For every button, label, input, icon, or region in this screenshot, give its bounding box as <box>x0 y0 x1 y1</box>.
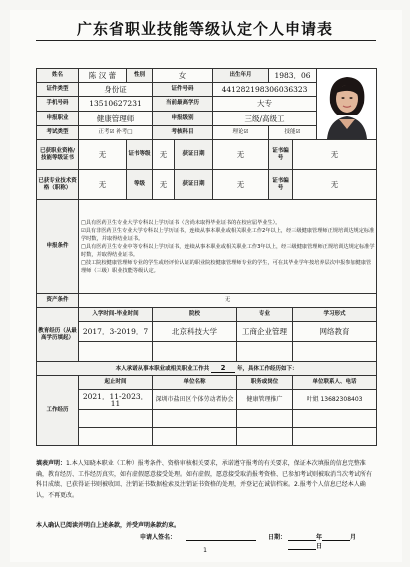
level-label: 申报级别 <box>153 111 213 125</box>
work-employer: 深圳市盐田区个体劳动者协会 <box>153 390 237 410</box>
title-date-label: 获证日期 <box>175 170 213 200</box>
sign-date-label: 日期： <box>268 534 287 541</box>
id-type-value: 身份证 <box>79 83 153 97</box>
work-blank-cell <box>293 410 377 428</box>
title-number-value: 无 <box>293 170 377 200</box>
declaration-text: 1.本人知晓本职业（工种）报考条件、资格审核相关要求，承诺遵守报考的有关要求，保证本次填报的信息完整准确，教育经历、工作经历真实，如有虚假愿意接受处理。如有虚假，愿意接受取消报考资格、已参加考试则被取消当次考试所有科目成绩、已获得证书则被收回、注销证书数据检索及注销证书资格的处理，并登记在诚信档案。2.报考个人信息已经本人确认，不再更改。 <box>36 460 373 499</box>
birth-label: 出生年月 <box>213 69 269 83</box>
work-header-contact: 单位联系人、电话 <box>293 376 377 390</box>
form-title: 广东省职业技能等级认定个人申请表 <box>76 20 333 38</box>
conditions-label: 申报条件 <box>37 200 79 294</box>
edu-header-form: 学习形式 <box>293 308 377 322</box>
title-cert-label: 已获专业技术资格（职称） <box>37 170 79 200</box>
work-years-prefix: 本人承诺从事本职业或相关职业工作共 <box>115 365 210 372</box>
id-type-label: 证件类型 <box>37 83 79 97</box>
signature-label: 申请人签名： <box>140 534 177 541</box>
work-header-position: 职务或岗位 <box>237 376 293 390</box>
application-form-table <box>36 68 377 446</box>
declaration-heading: 填表声明： <box>36 460 67 467</box>
id-number-value: 441282198306036323 <box>213 83 317 97</box>
page-number: 1 <box>203 547 207 554</box>
occupation-label: 申报职业 <box>37 111 79 125</box>
edu-period: 2017．3-2019．7 <box>79 322 153 342</box>
conditions-options <box>79 200 377 294</box>
exam-type-label: 考试类型 <box>37 125 79 139</box>
work-blank-cell <box>293 428 377 446</box>
condition-option-4: □技工院校健康管理师专业的学生或经评价认证的职业院校健康管理师专业的学生，可在其毕业学年按培养层次申报参加健康管理师（三级）职业技能等级认定。 <box>81 259 372 274</box>
birth-value: 1983．06 <box>269 69 317 83</box>
work-history-label: 工作经历 <box>37 376 79 446</box>
declaration-notes <box>36 459 376 501</box>
title-cert-value: 无 <box>79 170 127 200</box>
name-value: 陈 汉 蕾 <box>79 69 127 83</box>
held-number-label: 证书编号 <box>269 140 293 170</box>
education-history-label: 教育经历（从最高学历填起） <box>37 308 79 362</box>
title-grade-value: 无 <box>153 170 175 200</box>
phone-value: 13510627231 <box>79 97 153 111</box>
condition-option-3: □具有医药卫生专业中等专科以上学历证书，连续从事本职业或相关职业工作3年以上，经三级健康管理师正规培训达规定标准学时数，并取得结业证书。 <box>81 243 375 258</box>
work-contact: 叶姐 13682308403 <box>293 390 377 410</box>
education-level-label: 当前最高学历 <box>153 97 213 111</box>
occupation-value: 健康管理师 <box>79 111 153 125</box>
assets-label: 资产条件 <box>37 294 79 308</box>
work-position: 健康管理推广 <box>237 390 293 410</box>
edu-blank-cell <box>153 342 237 362</box>
signature-line <box>186 540 256 541</box>
work-period: 2021．11-2023．11 <box>79 390 153 410</box>
edu-blank-cell <box>79 342 153 362</box>
subject-skill: 技能☑ <box>269 125 317 139</box>
edu-header-school: 院校 <box>153 308 237 322</box>
work-blank-cell <box>79 428 153 446</box>
held-grade-label: 证书等级 <box>127 140 153 170</box>
condition-option-2: ☑具有非医药卫生专业大学专科以上学历证书，连续从事本职业或相关职业工作2年以上，经三级健康管理师正规培训达规定标准学时数，并取得结业证书。 <box>81 227 375 242</box>
edu-header-major: 专业 <box>237 308 293 322</box>
confirmation-statement: 本人确认已阅读并明白上述条款，并受声明条款约束。 <box>36 522 181 529</box>
edu-blank-cell <box>293 342 377 362</box>
id-number-label: 证件号码 <box>153 83 213 97</box>
held-cert-value: 无 <box>79 140 127 170</box>
sign-date-blanks: 年 月日 <box>288 532 376 550</box>
work-blank-cell <box>237 410 293 428</box>
title-underline <box>36 40 376 41</box>
work-years-statement <box>37 362 377 376</box>
level-value: 三级/高级工 <box>213 111 317 125</box>
edu-blank-cell <box>237 342 293 362</box>
assets-value: 无 <box>79 294 377 308</box>
edu-form: 网络教育 <box>293 322 377 342</box>
name-label: 姓名 <box>37 69 79 83</box>
edu-school: 北京科技大学 <box>153 322 237 342</box>
title-date-value: 无 <box>213 170 269 200</box>
held-date-label: 获证日期 <box>175 140 213 170</box>
work-header-employer: 单位名称 <box>153 376 237 390</box>
held-number-value: 无 <box>293 140 377 170</box>
work-blank-cell <box>79 410 153 428</box>
applicant-photo <box>317 69 377 140</box>
edu-header-period: 入学时间-毕业时间 <box>79 308 153 322</box>
education-level-value: 大专 <box>213 97 317 111</box>
work-blank-cell <box>153 428 237 446</box>
edu-major: 工商企业管理 <box>237 322 293 342</box>
title-grade-label: 等级 <box>127 170 153 200</box>
work-blank-cell <box>153 410 237 428</box>
work-years-suffix: 年，具体工作经历如下： <box>236 365 298 372</box>
held-date-value: 无 <box>213 140 269 170</box>
phone-label: 手机号码 <box>37 97 79 111</box>
work-blank-cell <box>237 428 293 446</box>
held-grade-value: 无 <box>153 140 175 170</box>
subject-theory: 理论☑ <box>213 125 269 139</box>
condition-option-1: □具有医药卫生专业大学专科以上学历证书（含尚未取得毕业证书的在校应届毕业生）。 <box>81 219 281 226</box>
exam-type-value: 正考☑ 补考□ <box>79 125 153 139</box>
title-number-label: 证书编号 <box>269 170 293 200</box>
gender-label: 性别 <box>127 69 153 83</box>
work-years-value: 2 <box>211 365 235 373</box>
exam-subject-label: 考核科目 <box>153 125 213 139</box>
gender-value: 女 <box>153 69 213 83</box>
work-header-period: 起止时间 <box>79 376 153 390</box>
held-cert-label: 已获职业资格/技能等级证书 <box>37 140 79 170</box>
